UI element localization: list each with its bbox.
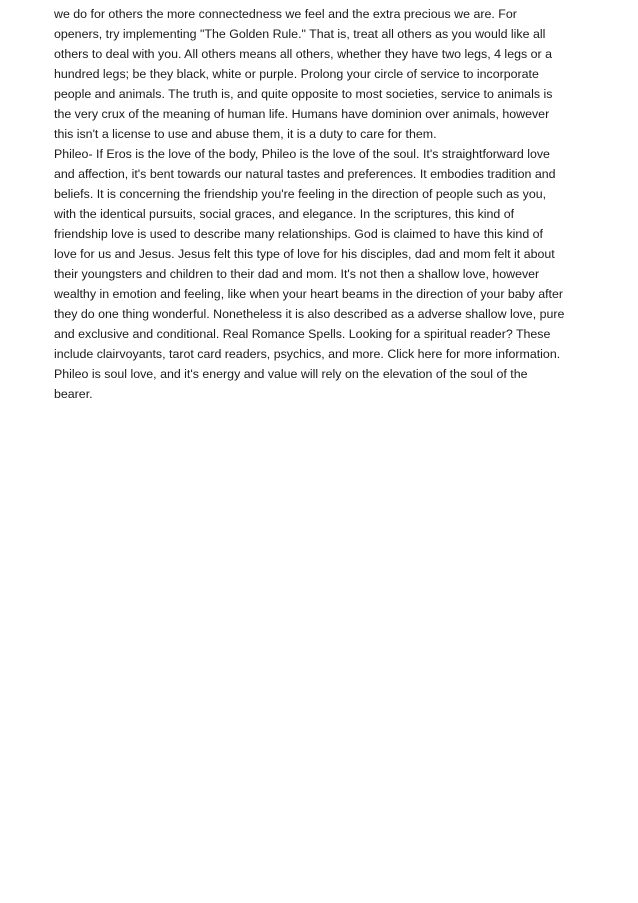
text-line: wealthy in emotion and feeling, like when your heart beams in the direction of your baby after: [54, 287, 563, 301]
text-line: we do for others the more connectedness we feel and the extra precious we are. For: [54, 7, 517, 21]
text-line: bearer.: [54, 387, 93, 401]
text-line: people and animals. The truth is, and quite opposite to most societies, service to animals is: [54, 87, 553, 101]
text-line: friendship love is used to describe many relationships. God is claimed to have this kind of: [54, 227, 543, 241]
text-line: the very crux of the meaning of human life. Humans have dominion over animals, however: [54, 107, 550, 121]
text-line: include clairvoyants, tarot card readers, psychics, and more. Click here for more information.: [54, 347, 561, 361]
text-line: they do one thing wonderful. Nonetheless it is also described as a adverse shallow love, pure: [54, 307, 565, 321]
text-line: their youngsters and children to their dad and mom. It's not then a shallow love, however: [54, 267, 540, 281]
text-line: others to deal with you. All others means all others, whether they have two legs, 4 legs or a: [54, 47, 552, 61]
text-line: hundred legs; be they black, white or purple. Prolong your circle of service to incorporate: [54, 67, 539, 81]
text-line: beliefs. It is concerning the friendship you're feeling in the direction of people such as you,: [54, 187, 547, 201]
body-text: [54, 4, 594, 404]
text-line: and affection, it's bent towards our natural tastes and preferences. It embodies tradition and: [54, 167, 556, 181]
text-line: Phileo is soul love, and it's energy and value will rely on the elevation of the soul of the: [54, 367, 528, 381]
text-line: and exclusive and conditional. Real Romance Spells. Looking for a spiritual reader? These: [54, 327, 551, 341]
text-line: Phileo- If Eros is the love of the body, Phileo is the love of the soul. It's straightforward love: [54, 147, 550, 161]
text-line: love for us and Jesus. Jesus felt this type of love for his disciples, dad and mom felt it about: [54, 247, 555, 261]
text-line: this isn't a license to use and abuse them, it is a duty to care for them.: [54, 127, 437, 141]
text-line: openers, try implementing "The Golden Rule." That is, treat all others as you would like all: [54, 27, 546, 41]
text-line: with the identical pursuits, social graces, and elegance. In the scriptures, this kind of: [54, 207, 515, 221]
